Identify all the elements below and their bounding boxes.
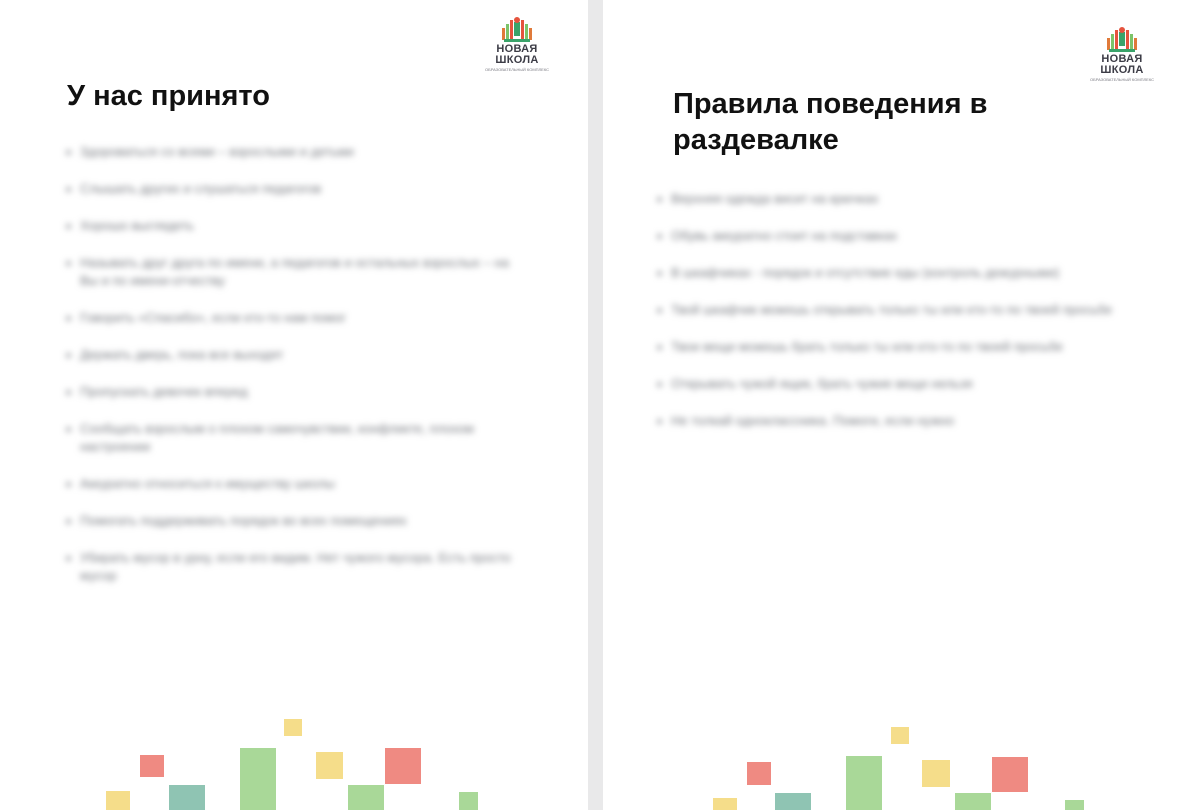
decor-square [891, 727, 909, 744]
decor-square [955, 793, 991, 810]
list-item: Не толкай одноклассника. Помоги, если нужно [657, 412, 1147, 430]
decor-square [459, 792, 478, 810]
page-title: Правила поведения в раздевалке [673, 88, 988, 156]
list-item: Слышать других и слушаться педагогов [66, 180, 511, 198]
decor-square [140, 755, 164, 777]
logo-line-1: НОВАЯ [1101, 53, 1143, 65]
list-item: Твои вещи можешь брать только ты или кто-то по твоей просьбе [657, 338, 1147, 356]
logo-subtitle: ОБРАЗОВАТЕЛЬНЫЙ КОМПЛЕКС [1090, 77, 1154, 82]
decor-square [316, 752, 343, 779]
decor-square [992, 757, 1028, 792]
list-item: Хорошо выглядеть [66, 217, 511, 235]
slide-page-right [603, 0, 1199, 810]
rules-list [66, 143, 511, 604]
list-item: Убирать мусор в урну, если его видим. Нет чужого мусора. Есть просто мусор [66, 549, 511, 585]
decor-square [747, 762, 771, 785]
decor-square [284, 719, 302, 736]
slide-page-left [0, 0, 588, 810]
decor-square [1065, 800, 1084, 810]
decor-square [240, 748, 276, 810]
logo-line-2: ШКОЛА [495, 54, 539, 66]
list-item: Называть друг друга по имени, а педагогов и остальных взрослых – на Вы и по имени-отчеству [66, 254, 511, 290]
list-item: Верхняя одежда висит на крючках [657, 190, 1147, 208]
list-item: Держать дверь, пока все выходят [66, 346, 511, 364]
decor-square [106, 791, 130, 810]
book-logo-icon [500, 14, 534, 44]
decor-square [846, 756, 882, 810]
decor-square [169, 785, 205, 810]
rules-list [657, 190, 1147, 449]
list-item: Здороваться со всеми – взрослыми и детьми [66, 143, 511, 161]
list-item: Открывать чужой ящик, брать чужие вещи нельзя [657, 375, 1147, 393]
school-logo [485, 14, 549, 82]
decor-square [713, 798, 737, 810]
list-item: Обувь аккуратно стоит на подставках [657, 227, 1147, 245]
list-item: Пропускать девочек вперед [66, 383, 511, 401]
logo-line-1: НОВАЯ [496, 43, 538, 55]
decor-square [385, 748, 421, 784]
decor-square [775, 793, 811, 810]
list-item: Помогать поддерживать порядок во всех помещениях [66, 512, 511, 530]
page-title: У нас принято [67, 80, 270, 112]
logo-subtitle: ОБРАЗОВАТЕЛЬНЫЙ КОМПЛЕКС [485, 67, 549, 72]
school-logo [1090, 24, 1154, 92]
list-item: Твой шкафчик можешь открывать только ты или кто-то по твоей просьбе [657, 301, 1147, 319]
list-item: Сообщать взрослым о плохом самочувствии, конфликте, плохом настроении [66, 420, 511, 456]
decor-square [922, 760, 950, 787]
book-logo-icon [1105, 24, 1139, 54]
decor-square [348, 785, 384, 810]
list-item: Говорить «Спасибо», если кто-то нам помог [66, 309, 511, 327]
logo-line-2: ШКОЛА [1100, 64, 1144, 76]
list-item: Аккуратно относиться к имуществу школы [66, 475, 511, 493]
list-item: В шкафчиках - порядок и отсутствие еды (контроль дежурными) [657, 264, 1147, 282]
